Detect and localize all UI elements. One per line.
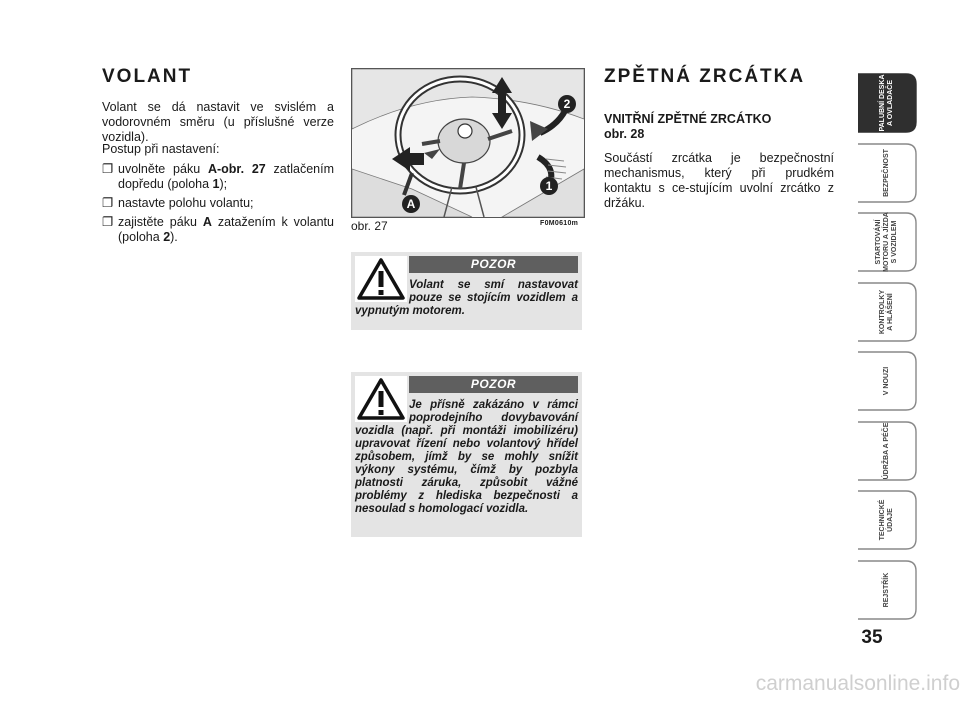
figure-label-2: 2 bbox=[558, 95, 576, 113]
section-title-mirrors: ZPĚTNÁ ZRCÁTKA bbox=[604, 66, 806, 87]
watermark: carmanualsonline.info bbox=[755, 672, 960, 695]
warning-text: Je přísně zakázáno v rámci poprodejního dovybavování vozidla (např. při montáži imobilizéru) upravovat řízení nebo volantový hřídel způsobem, jímž by se mohly snížit výkony systému, čímž by pozbyla platnosti záruka, způsobit vážné problémy z hlediska bezpečnosti a nesoulad s homologací vozidla. bbox=[355, 399, 578, 515]
warning-box-2 bbox=[351, 372, 582, 537]
checkbox-bullet-icon: ❐ bbox=[102, 196, 114, 210]
page-number: 35 bbox=[861, 627, 883, 648]
chapter-tab-label: KONTROLKY A HLÁŠENÍ bbox=[879, 289, 894, 335]
position-number: 2 bbox=[163, 230, 171, 244]
chapter-tab-label: ÚDRŽBA A PÉČE bbox=[883, 422, 890, 480]
section-title-volant: VOLANT bbox=[102, 66, 193, 87]
warning-title: POZOR bbox=[409, 256, 578, 273]
subsection-title: VNITŘNÍ ZPĚTNÉ ZRCÁTKO obr. 28 bbox=[604, 112, 772, 141]
chapter-tab-5[interactable] bbox=[856, 350, 918, 412]
figure-caption: obr. 27 bbox=[351, 219, 388, 233]
chapter-tab-label: STARTOVÁNÍ MOTORU A JÍZDA S VOZIDLEM bbox=[875, 212, 898, 272]
lever-reference: A bbox=[202, 215, 212, 229]
chapter-tab-1[interactable] bbox=[856, 72, 918, 134]
position-number: 1 bbox=[212, 177, 220, 191]
lever-reference: A-obr. 27 bbox=[207, 162, 266, 176]
chapter-tab-8[interactable] bbox=[856, 559, 918, 621]
warning-text: Volant se smí nastavovat pouze se stojícím vozidlem a vypnutým motorem. bbox=[355, 279, 578, 317]
chapter-tab-6[interactable] bbox=[856, 420, 918, 482]
figure-code: F0M0610m bbox=[540, 220, 579, 227]
figure-label-1: 1 bbox=[540, 177, 558, 195]
warning-box-1 bbox=[351, 252, 582, 330]
chapter-tab-3[interactable] bbox=[856, 211, 918, 273]
warning-title: POZOR bbox=[409, 376, 578, 393]
steering-wheel-illustration bbox=[351, 68, 585, 218]
subsection-figure-ref: obr. 28 bbox=[604, 127, 645, 141]
chapter-tab-label: PALUBNÍ DESKA A OVLADAČE bbox=[879, 74, 894, 132]
procedure-label: Postup při nastavení: bbox=[102, 142, 220, 156]
chapter-tab-4[interactable] bbox=[856, 281, 918, 343]
mirror-description: Součástí zrcátka je bezpečnostní mechanismus, který při prudkém kontaktu s ce-stujícím uvolní zrcátko z držáku. bbox=[604, 151, 834, 210]
checkbox-bullet-icon: ❐ bbox=[102, 162, 114, 176]
checkbox-bullet-icon: ❐ bbox=[102, 215, 114, 229]
procedure-step-3: ❐ zajistěte páku A zatažením k volantu (poloha 2). bbox=[102, 215, 334, 244]
volant-intro: Volant se dá nastavit ve svislém a vodorovném směru (u příslušné verze vozidla). bbox=[102, 100, 334, 144]
chapter-tab-7[interactable] bbox=[856, 489, 918, 551]
chapter-tab-label: TECHNICKÉ ÚDAJE bbox=[879, 499, 894, 541]
procedure-step-2: ❐ nastavte polohu volantu; bbox=[102, 196, 254, 210]
chapter-tab-label: BEZPEČNOST bbox=[883, 149, 890, 197]
chapter-tab-label: REJSTŘÍK bbox=[883, 572, 890, 608]
chapter-tab-label: V NOUZI bbox=[883, 366, 890, 396]
figure-label-a: A bbox=[402, 195, 420, 213]
procedure-steps bbox=[102, 162, 334, 249]
chapter-tab-2[interactable] bbox=[856, 142, 918, 204]
procedure-step-1: ❐ uvolněte páku A-obr. 27 zatlačením dopředu (poloha 1); bbox=[102, 162, 334, 191]
